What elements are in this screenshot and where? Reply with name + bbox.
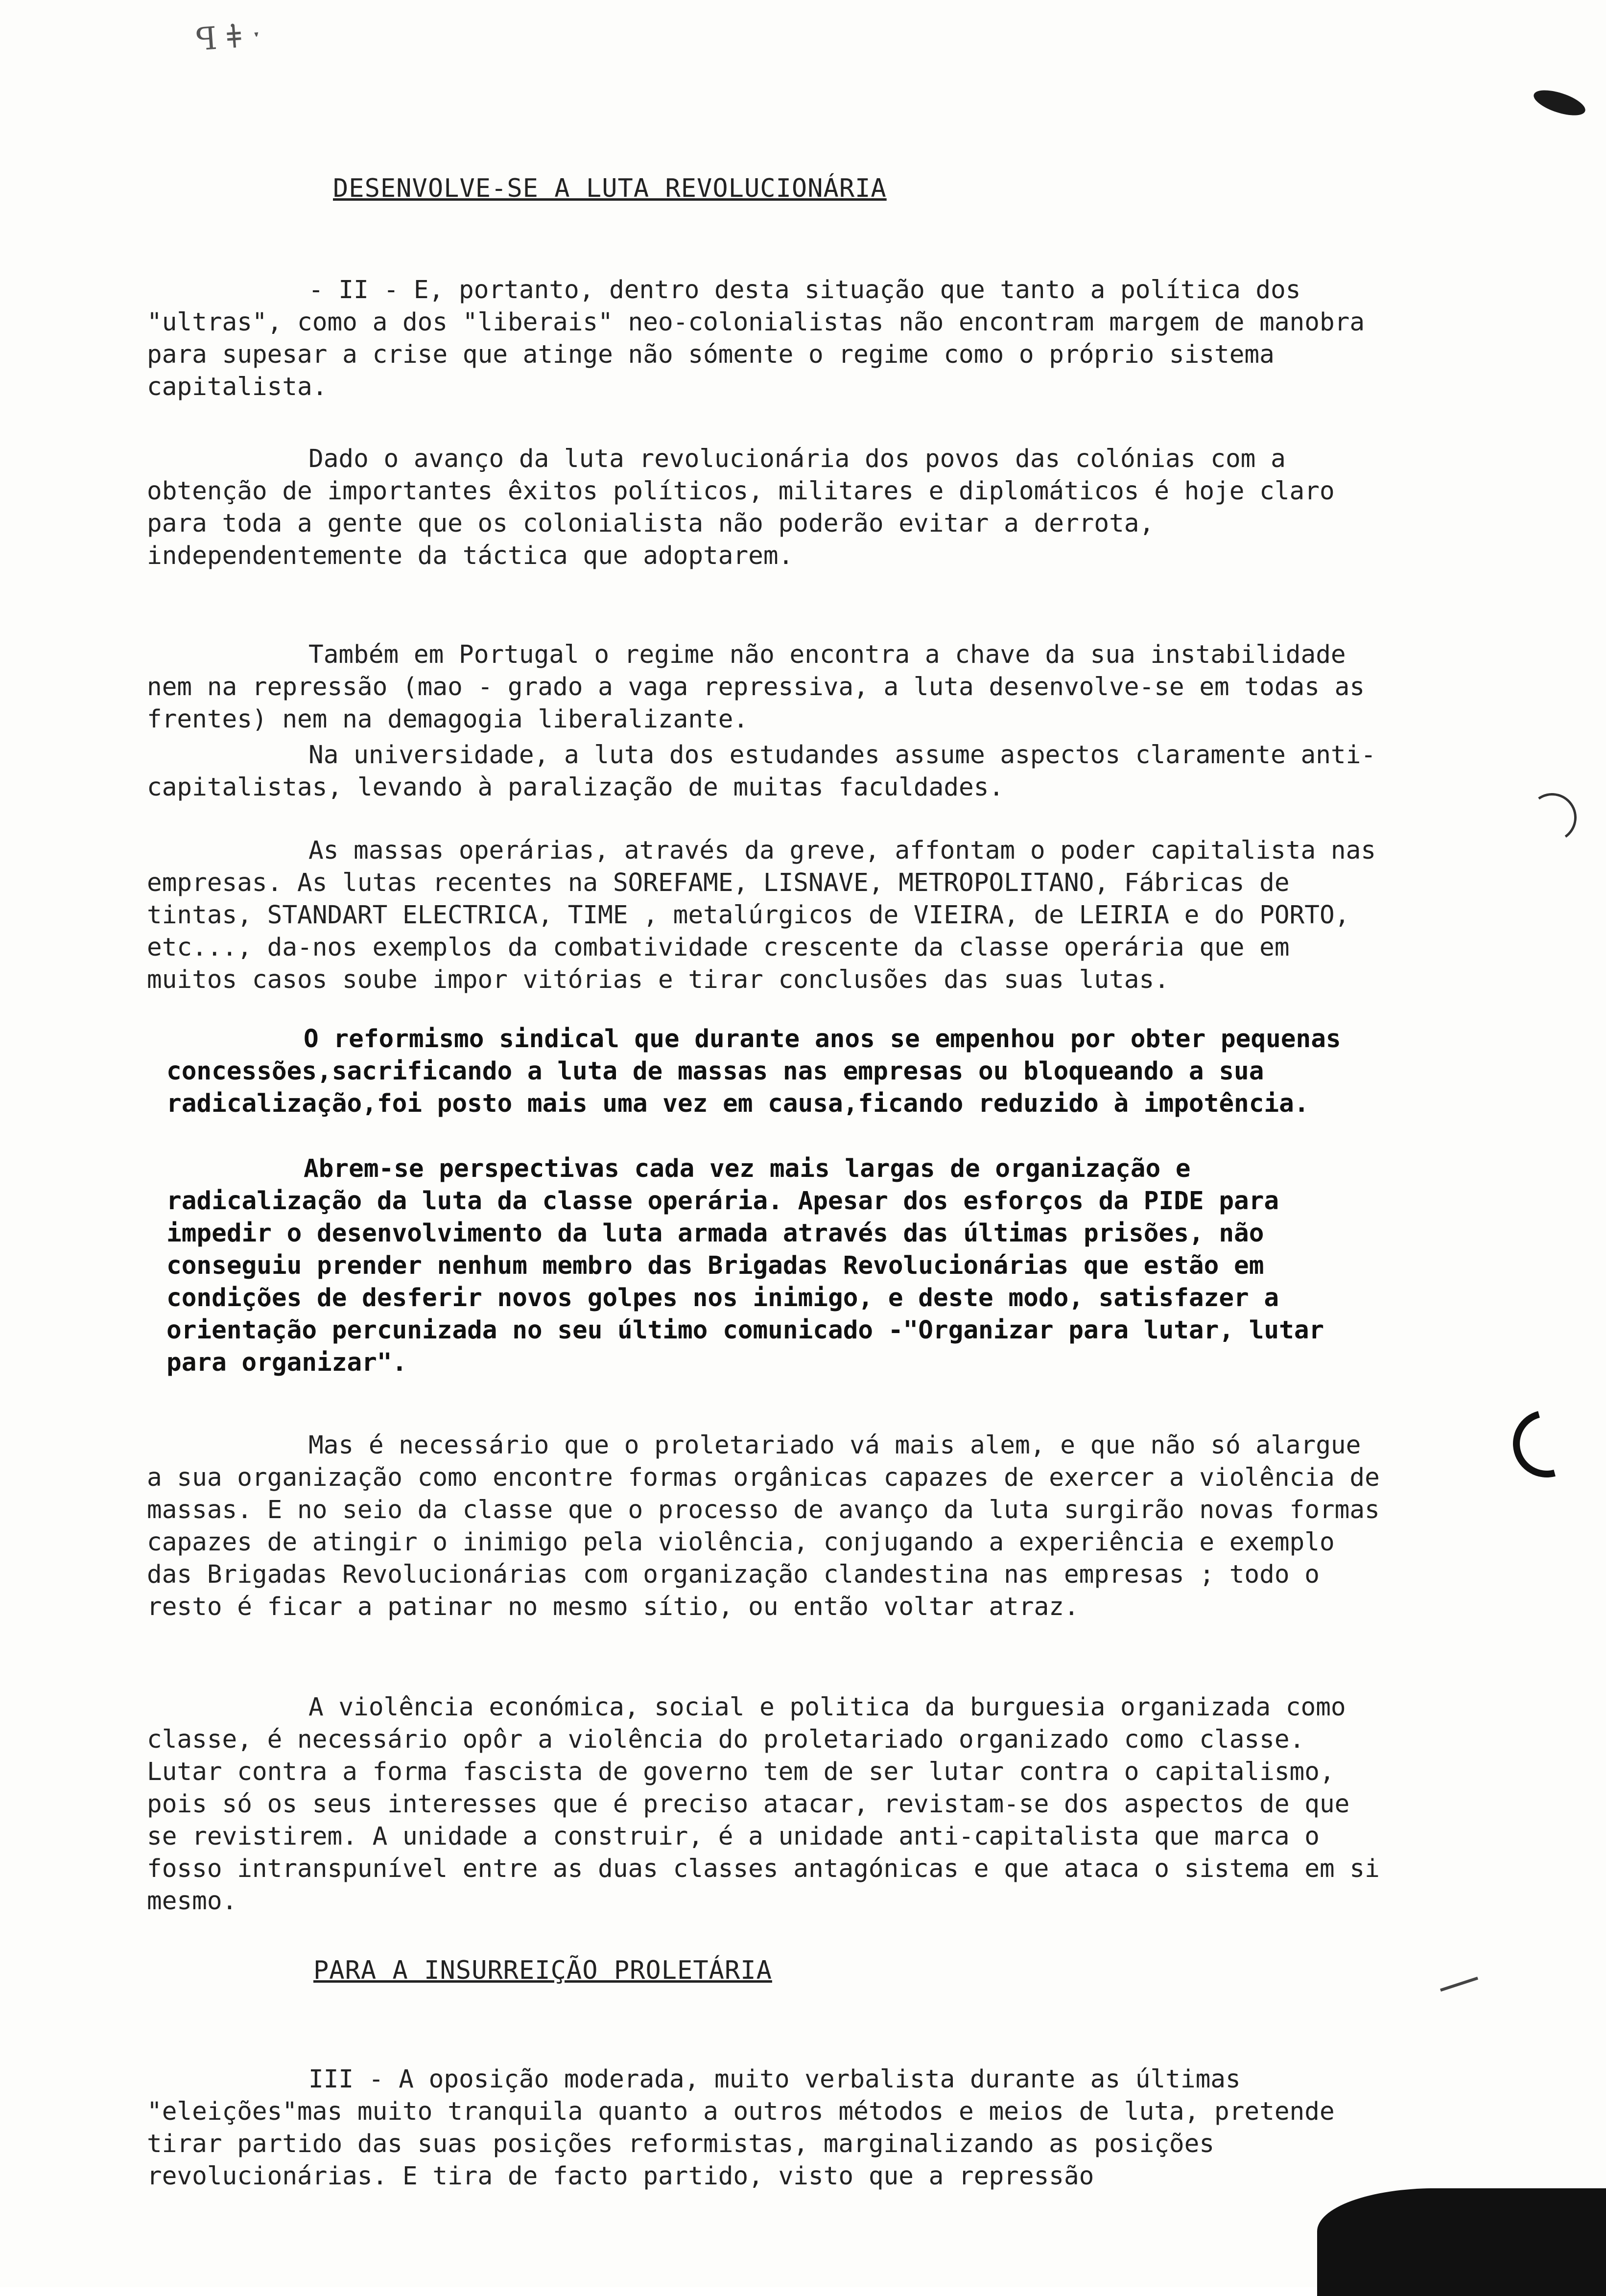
- dark-corner-shadow: [1317, 2188, 1606, 2296]
- paragraph-8: Mas é necessário que o proletariado vá mais alem, e que não só alargue a sua organização como encontre formas orgânicas capazes de exercer a violência de massas. E no seio da classe que o processo de avanço da luta surgirão novas formas capazes de atingir o inimigo pela violência, conjugando a experiência e exemplo das Brigadas Revolucionárias com organização clandestina nas empresas ; todo o resto é ficar a patinar no mesmo sítio, ou então voltar atraz.: [147, 1431, 1380, 1621]
- paragraph-6-bold: O reformismo sindical que durante anos se empenhou por obter pequenas concessões,sacrificando a luta de massas nas empresas ou bloqueando a sua radicalização,foi posto mais uma vez em causa,ficando reduzido à impotência.: [166, 1025, 1341, 1118]
- paragraph-4: Na universidade, a luta dos estudandes assume aspectos claramente anti-capitalistas, levando à paralização de muitas faculdades.: [147, 741, 1376, 802]
- section-heading: PARA A INSURREIÇÃO PROLETÁRIA: [313, 1956, 772, 1985]
- paragraph-2: Dado o avanço da luta revolucionária dos povos das colónias com a obtenção de importantes êxitos políticos, militares e diplomáticos é hoje claro para toda a gente que os colonialista não poderão evitar a derrota, independentemente da táctica que adoptarem.: [147, 445, 1335, 570]
- handwritten-marks: ꟼ ǂ̇ ˑ: [194, 17, 263, 58]
- main-heading: DESENVOLVE-SE A LUTA REVOLUCIONÁRIA: [333, 174, 887, 203]
- paragraph-7-bold: Abrem-se perspectivas cada vez mais largas de organização e radicalização da luta da classe operária. Apesar dos esforços da PIDE para impedir o desenvolvimento da luta armada através das últimas prisões, não conseguiu prender nenhum membro das Brigadas Revolucionárias que estão em condições de desferir novos golpes nos inimigo, e deste modo, satisfazer a orientação percunizada no seu último comunicado -"Organizar para lutar, lutar para organizar".: [166, 1154, 1324, 1377]
- punch-mark-arc: [1524, 789, 1581, 846]
- paragraph-5: As massas operárias, através da greve, affontam o poder capitalista nas empresas. As lutas recentes na SOREFAME, LISNAVE, METROPOLITANO, Fábricas de tintas, STANDART ELECTRICA, TIME , metalúrgicos de VIEIRA, de LEIRIA e do PORTO, etc..., da-nos exemplos da combatividade crescente da classe operária que em muitos casos soube impor vitórias e tirar conclusões das suas lutas.: [147, 836, 1376, 994]
- ink-blot-top-right: [1531, 85, 1588, 120]
- ink-dash-mark: [1440, 1977, 1478, 1991]
- paragraph-3: Também em Portugal o regime não encontra a chave da sua instabilidade nem na repressão (mao - grado a vaga repressiva, a luta desenvolve-se em todas as frentes) nem na demagogia liberalizante.: [147, 640, 1365, 734]
- paragraph-1: - II - E, portanto, dentro desta situação que tanto a política dos "ultras", como a dos "liberais" neo-colonialistas não encontram margem de manobra para supesar a crise que atinge não sómente o regime como o próprio sistema capitalista.: [147, 276, 1365, 401]
- paragraph-10: III - A oposição moderada, muito verbalista durante as últimas "eleições"mas muito tranquila quanto a outros métodos e meios de luta, pretende tirar partido das suas posições reformistas, marginalizando as posições revolucionárias. E tira de facto partido, visto que a repressão: [147, 2065, 1335, 2191]
- ink-arc-mark: [1501, 1398, 1593, 1490]
- paragraph-9: A violência económica, social e politica da burguesia organizada como classe, é necessário opôr a violência do proletariado organizado como classe. Lutar contra a forma fascista de governo tem de ser lutar contra o capitalismo, pois só os seus interesses que é preciso atacar, revistam-se dos aspectos de que se revistirem. A unidade a construir, é a unidade anti-capitalista que marca o fosso intranspunível entre as duas classes antagónicas e que ataca o sistema em si mesmo.: [147, 1693, 1380, 1916]
